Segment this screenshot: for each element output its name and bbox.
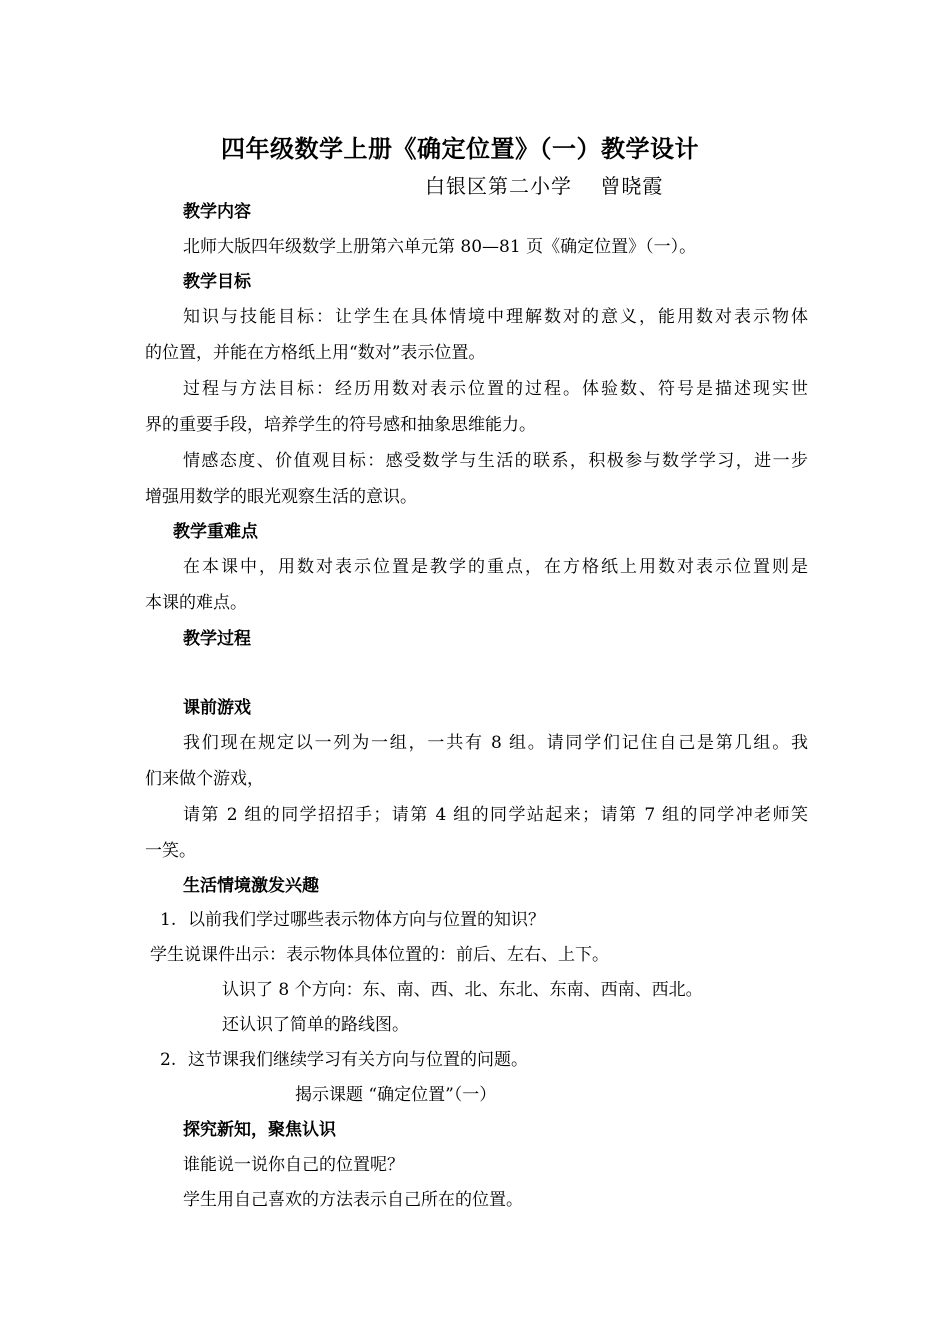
reveal-topic-text: 揭示课题 “确定位置”（一） (295, 1085, 497, 1105)
goal-knowledge-line1: 知识与技能目标：让学生在具体情境中理解数对的意义，能用数对表示物体 (183, 307, 808, 327)
students-method-text: 学生用自己喜欢的方法表示自己所在的位置。 (183, 1190, 523, 1210)
list-item-2-text: 这节课我们继续学习有关方向与位置的问题。 (188, 1050, 528, 1070)
list-item-2 (160, 1048, 528, 1072)
eight-directions-text: 认识了 8 个方向：东、南、西、北、东北、东南、西南、西北。 (222, 980, 703, 1000)
heading-key-points: 教学重难点 (173, 522, 258, 542)
heading-pre-class-game: 课前游戏 (183, 698, 251, 718)
goal-emotion-line2: 增强用数学的眼光观察生活的意识。 (145, 487, 417, 507)
document-title: 四年级数学上册《确定位置》（一）教学设计 (221, 134, 699, 163)
game-instruction-line2: 一笑。 (145, 841, 196, 861)
key-points-line2: 本课的难点。 (145, 593, 247, 613)
goal-emotion-line1: 情感态度、价值观目标：感受数学与生活的联系，积极参与数学学习，进一步 (183, 451, 808, 471)
heading-explore-new: 探究新知，聚焦认识 (183, 1120, 336, 1140)
goal-knowledge-line2: 的位置，并能在方格纸上用“数对”表示位置。 (145, 343, 486, 363)
heading-life-situation: 生活情境激发兴趣 (183, 876, 319, 896)
heading-teaching-goals: 教学目标 (183, 272, 251, 292)
game-rule-line2: 们来做个游戏， (145, 769, 264, 789)
goal-process-line1: 过程与方法目标：经历用数对表示位置的过程。体验数、符号是描述现实世 (183, 379, 808, 399)
author-line: 白银区第二小学 曾晓霞 (425, 174, 664, 198)
list-item-1-text: 以前我们学过哪些表示物体方向与位置的知识？ (188, 910, 545, 930)
route-map-text: 还认识了简单的路线图。 (222, 1015, 409, 1035)
heading-teaching-content: 教学内容 (183, 202, 251, 222)
content-text: 北师大版四年级数学上册第六单元第 80—81 页《确定位置》（一）。 (183, 237, 697, 257)
game-rule-line1: 我们现在规定以一列为一组，一共有 8 组。请同学们记住自己是第几组。我 (183, 733, 808, 753)
list-number-1: 1. (160, 910, 177, 930)
list-item-1 (160, 908, 545, 932)
goal-process-line2: 界的重要手段，培养学生的符号感和抽象思维能力。 (145, 415, 536, 435)
game-instruction-line1: 请第 2 组的同学招招手；请第 4 组的同学站起来；请第 7 组的同学冲老师笑 (183, 805, 808, 825)
student-say-text: 学生说课件出示：表示物体具体位置的：前后、左右、上下。 (150, 945, 609, 965)
list-number-2: 2. (160, 1050, 177, 1070)
question-position-text: 谁能说一说你自己的位置呢？ (183, 1155, 404, 1175)
key-points-line1: 在本课中，用数对表示位置是教学的重点，在方格纸上用数对表示位置则是 (183, 557, 808, 577)
heading-teaching-process: 教学过程 (183, 629, 251, 649)
